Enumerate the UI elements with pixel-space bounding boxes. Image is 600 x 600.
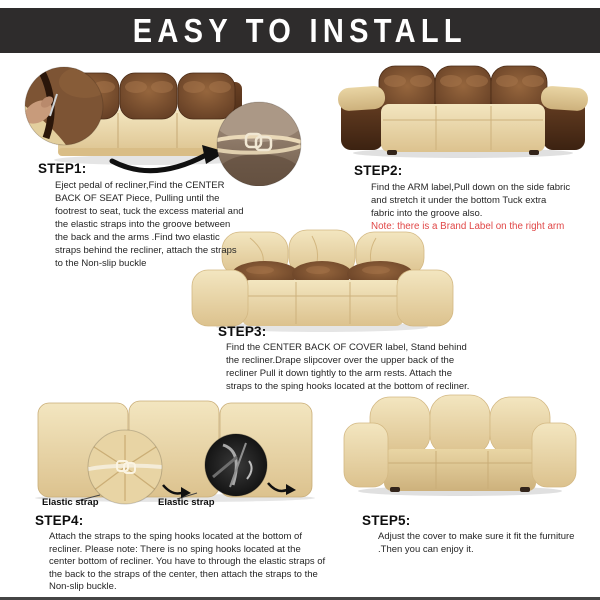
step2-label: STEP2:: [354, 163, 403, 178]
elastic-strap-inset-icon: [88, 430, 162, 504]
cover-back-cushions: [370, 395, 550, 455]
step1-text: Eject pedal of recliner,Find the CENTER BACK OF SEAT Piece, Pulling until the footrest to seat, tuck the excess material and the elastic straps into the groove between the back and the arms .Find two elastic straps behind the recliner, attach the straps to the Non-slip buckle: [55, 180, 244, 269]
cover-seat: [381, 104, 545, 152]
step3-text: Find the CENTER BACK OF COVER label, Stand behind the recliner.Drape slipcover over the upper back of the recliner Pull it down tightly to the arm rests. Attach the straps to the sping hooks located at the bottom of recliner.: [226, 342, 470, 392]
step2-figure: [333, 60, 593, 160]
elastic-strap-callout-left: Elastic strap: [42, 497, 99, 508]
step2-note: Note: there is a Brand Label on the right arm: [371, 221, 565, 232]
sofa-arm-covered-illustration: [333, 60, 593, 160]
elastic-strap-callout-right: Elastic strap: [158, 497, 215, 508]
sofa-fully-covered-illustration: [340, 393, 580, 498]
header-banner: [0, 8, 600, 53]
cover-back-panels: [38, 401, 312, 497]
sofa-rear-view-illustration: [25, 395, 320, 513]
step3-label: STEP3:: [218, 324, 267, 339]
step4-text: Attach the straps to the sping hooks located at the bottom of recliner. Please note: There is no sping hooks located at the center bottom of recliner. You have to through the elastic straps of the back to the straps of the center, then attach the straps to the Non-slip buckle.: [49, 531, 326, 592]
step5-label: STEP5:: [362, 513, 411, 528]
spring-hook-inset-icon: [205, 434, 267, 496]
step4-label: STEP4:: [35, 513, 84, 528]
page-title: EASY TO INSTALL: [132, 11, 468, 49]
step5-text: Adjust the cover to make sure it fit the furniture .Then you can enjoy it.: [378, 531, 575, 555]
step4-figure: [25, 395, 320, 513]
step2-text: Find the ARM label,Pull down on the side fabric and stretch it under the bottom Tuck extra fabric into the groove also.: [371, 182, 571, 219]
step1-label: STEP1:: [38, 161, 87, 176]
step5-figure: [340, 393, 580, 498]
